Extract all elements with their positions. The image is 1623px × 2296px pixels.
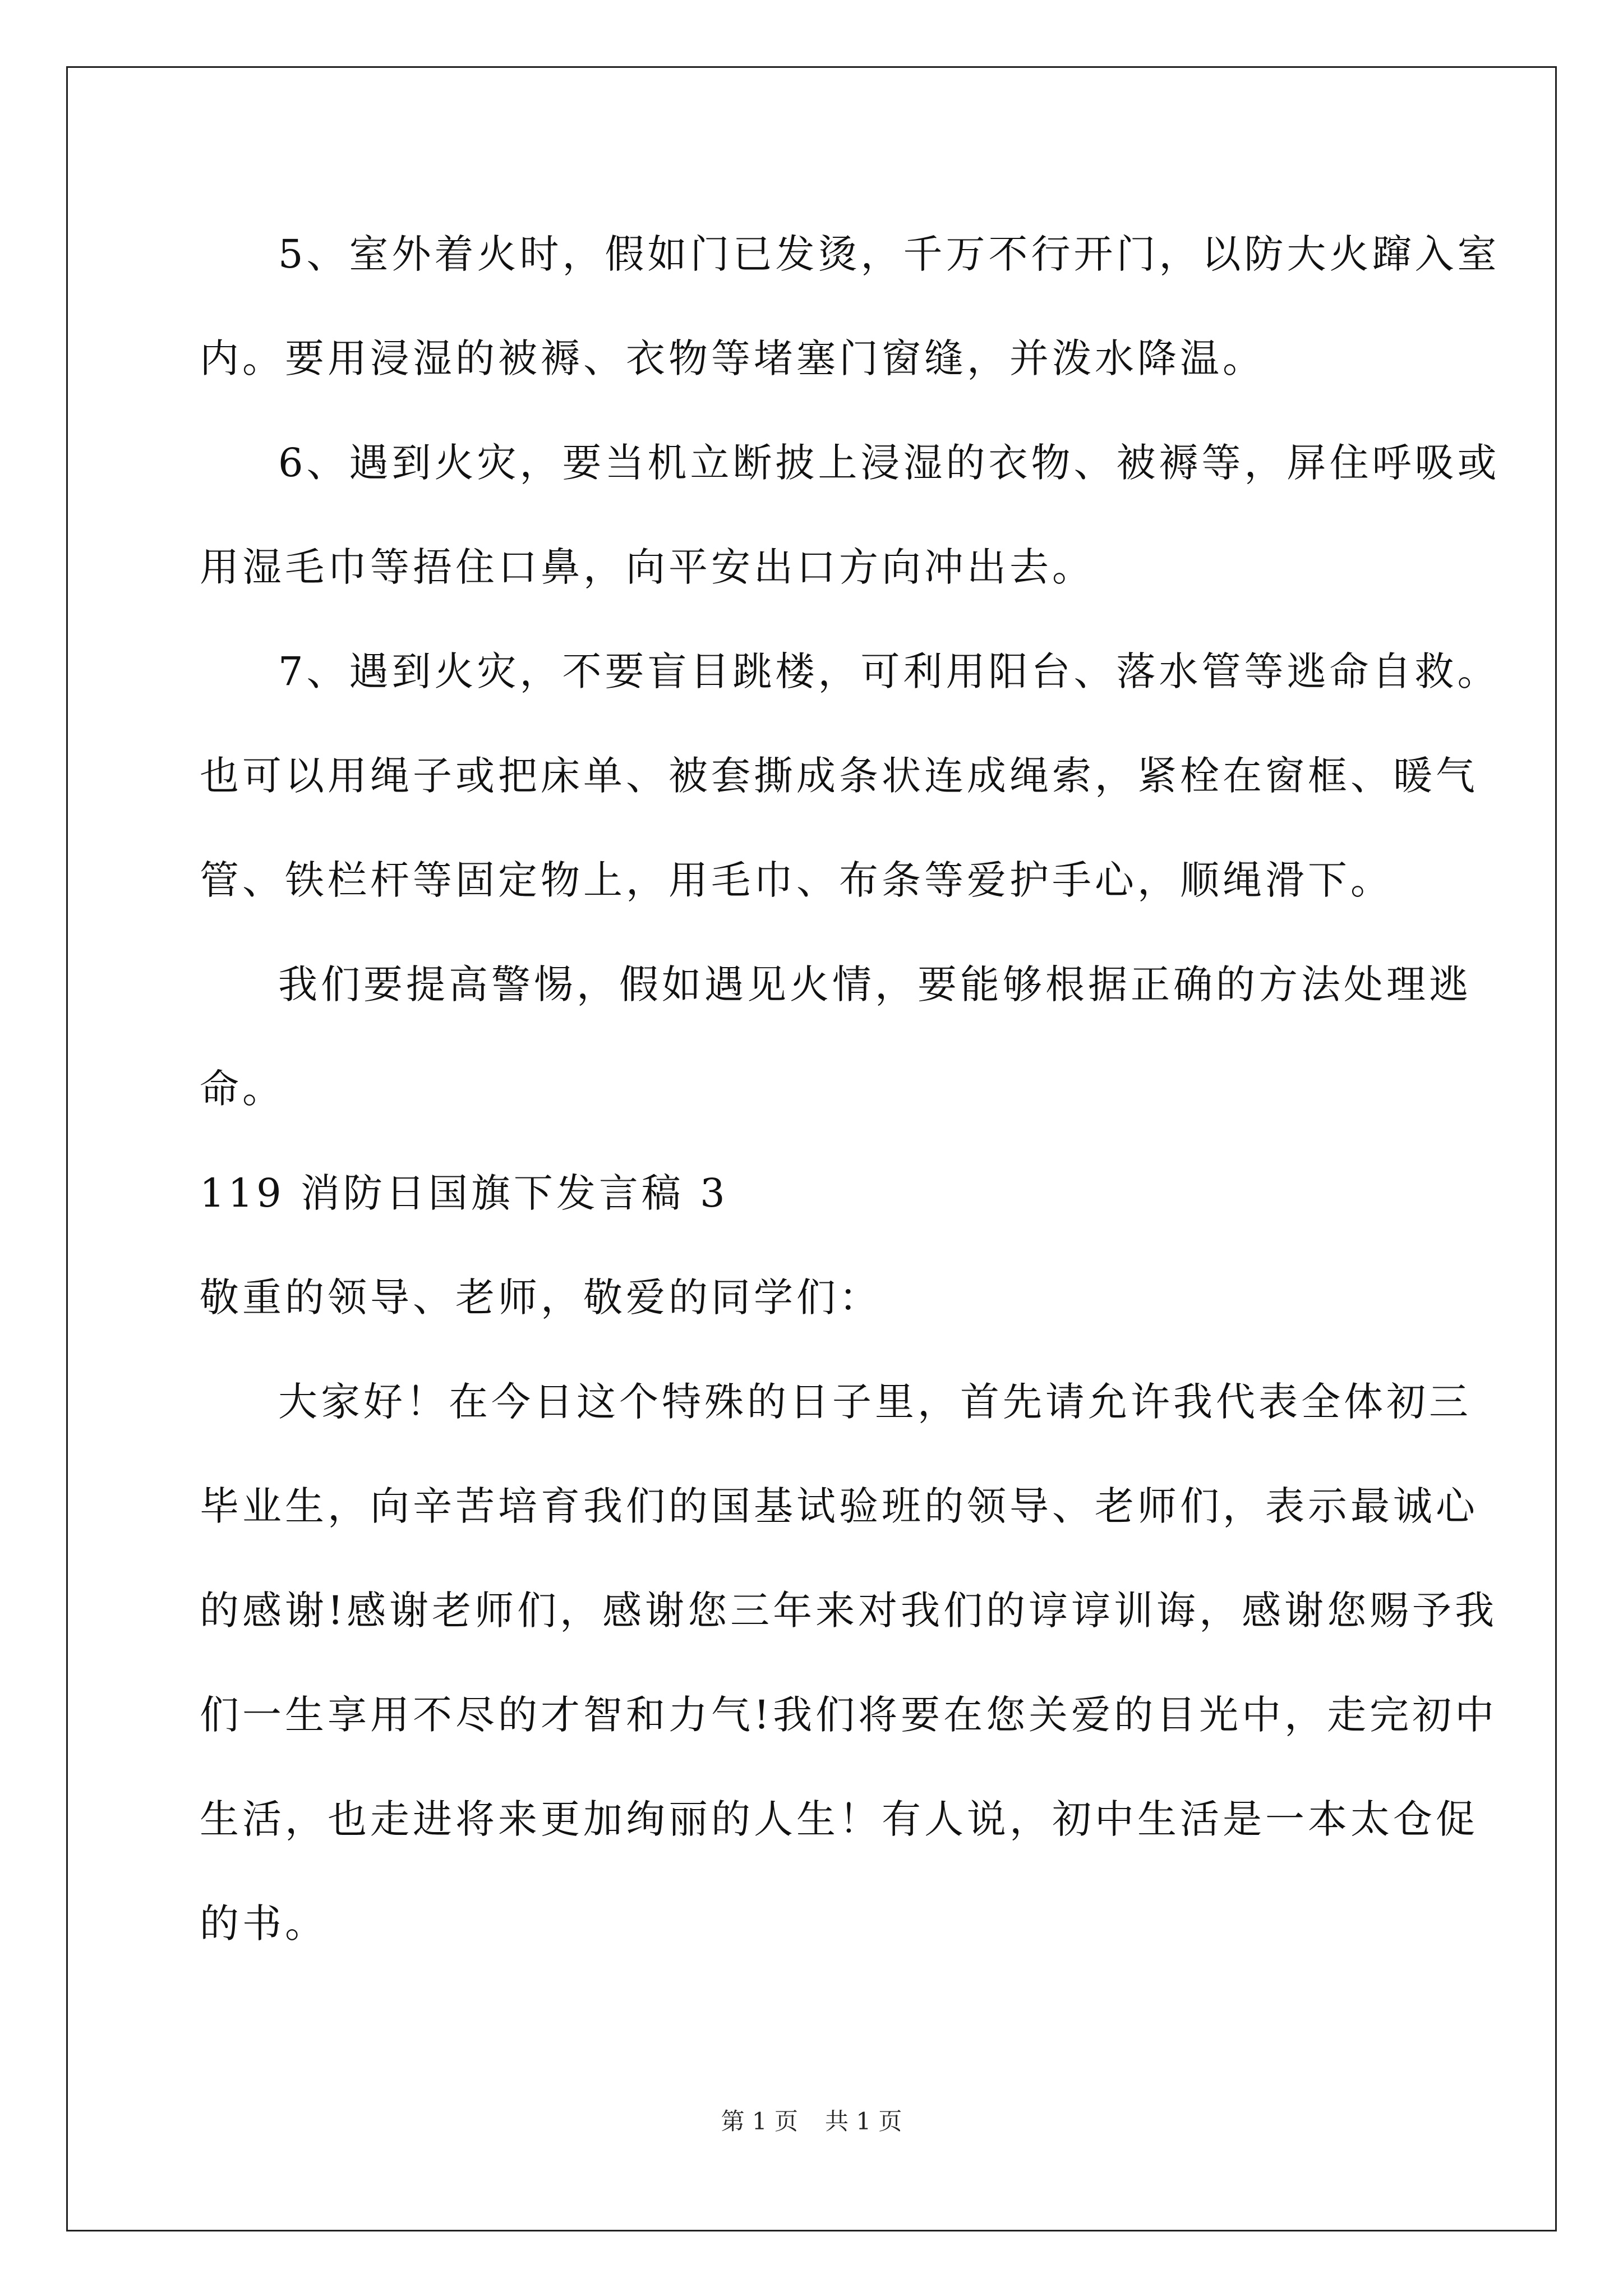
paragraph-line: 6、遇到火灾，要当机立断披上浸湿的衣物、被褥等，屏住呼吸或: [278, 440, 1500, 486]
paragraph-line: 5、室外着火时，假如门已发烫，千万不行开门，以防大火蹿入室: [278, 231, 1500, 277]
paragraph-line: 用湿毛巾等捂住口鼻，向平安出口方向冲出去。: [200, 544, 1095, 590]
paragraph-line: 毕业生，向辛苦培育我们的国基试验班的领导、老师们，表示最诚心: [200, 1483, 1478, 1529]
paragraph-line: 内。要用浸湿的被褥、衣物等堵塞门窗缝，并泼水降温。: [200, 335, 1265, 381]
paragraph-line: 7、遇到火灾，不要盲目跳楼，可利用阳台、落水管等逃命自救。: [278, 648, 1500, 694]
page-total: 共 1 页: [825, 2108, 902, 2135]
paragraph-line: 的书。: [200, 1901, 328, 1947]
paragraph-line: 生活，也走进将来更加绚丽的人生！有人说，初中生活是一本太仓促: [200, 1796, 1478, 1842]
page-number: 第 1 页: [721, 2108, 798, 2135]
page-footer: [0, 2105, 1623, 2138]
paragraph-line: 我们要提高警惕，假如遇见火情，要能够根据正确的方法处理逃: [278, 961, 1472, 1007]
paragraph-line: 的感谢!感谢老师们，感谢您三年来对我们的谆谆训诲，感谢您赐予我: [200, 1588, 1498, 1634]
paragraph-line: 也可以用绳子或把床单、被套撕成条状连成绳索，紧栓在窗框、暖气: [200, 753, 1478, 799]
paragraph-line: 大家好！在今日这个特殊的日子里，首先请允许我代表全体初三: [278, 1379, 1472, 1425]
paragraph-line: 管、铁栏杆等固定物上，用毛巾、布条等爱护手心，顺绳滑下。: [200, 857, 1393, 903]
document-body: [200, 202, 1500, 1976]
paragraph-line: 们一生享用不尽的才智和力气!我们将要在您关爱的目光中，走完初中: [200, 1692, 1498, 1738]
paragraph-line: 命。: [200, 1066, 285, 1112]
section-heading: 119 消防日国旗下发言稿 3: [200, 1170, 728, 1216]
salutation: 敬重的领导、老师，敬爱的同学们：: [200, 1274, 882, 1320]
